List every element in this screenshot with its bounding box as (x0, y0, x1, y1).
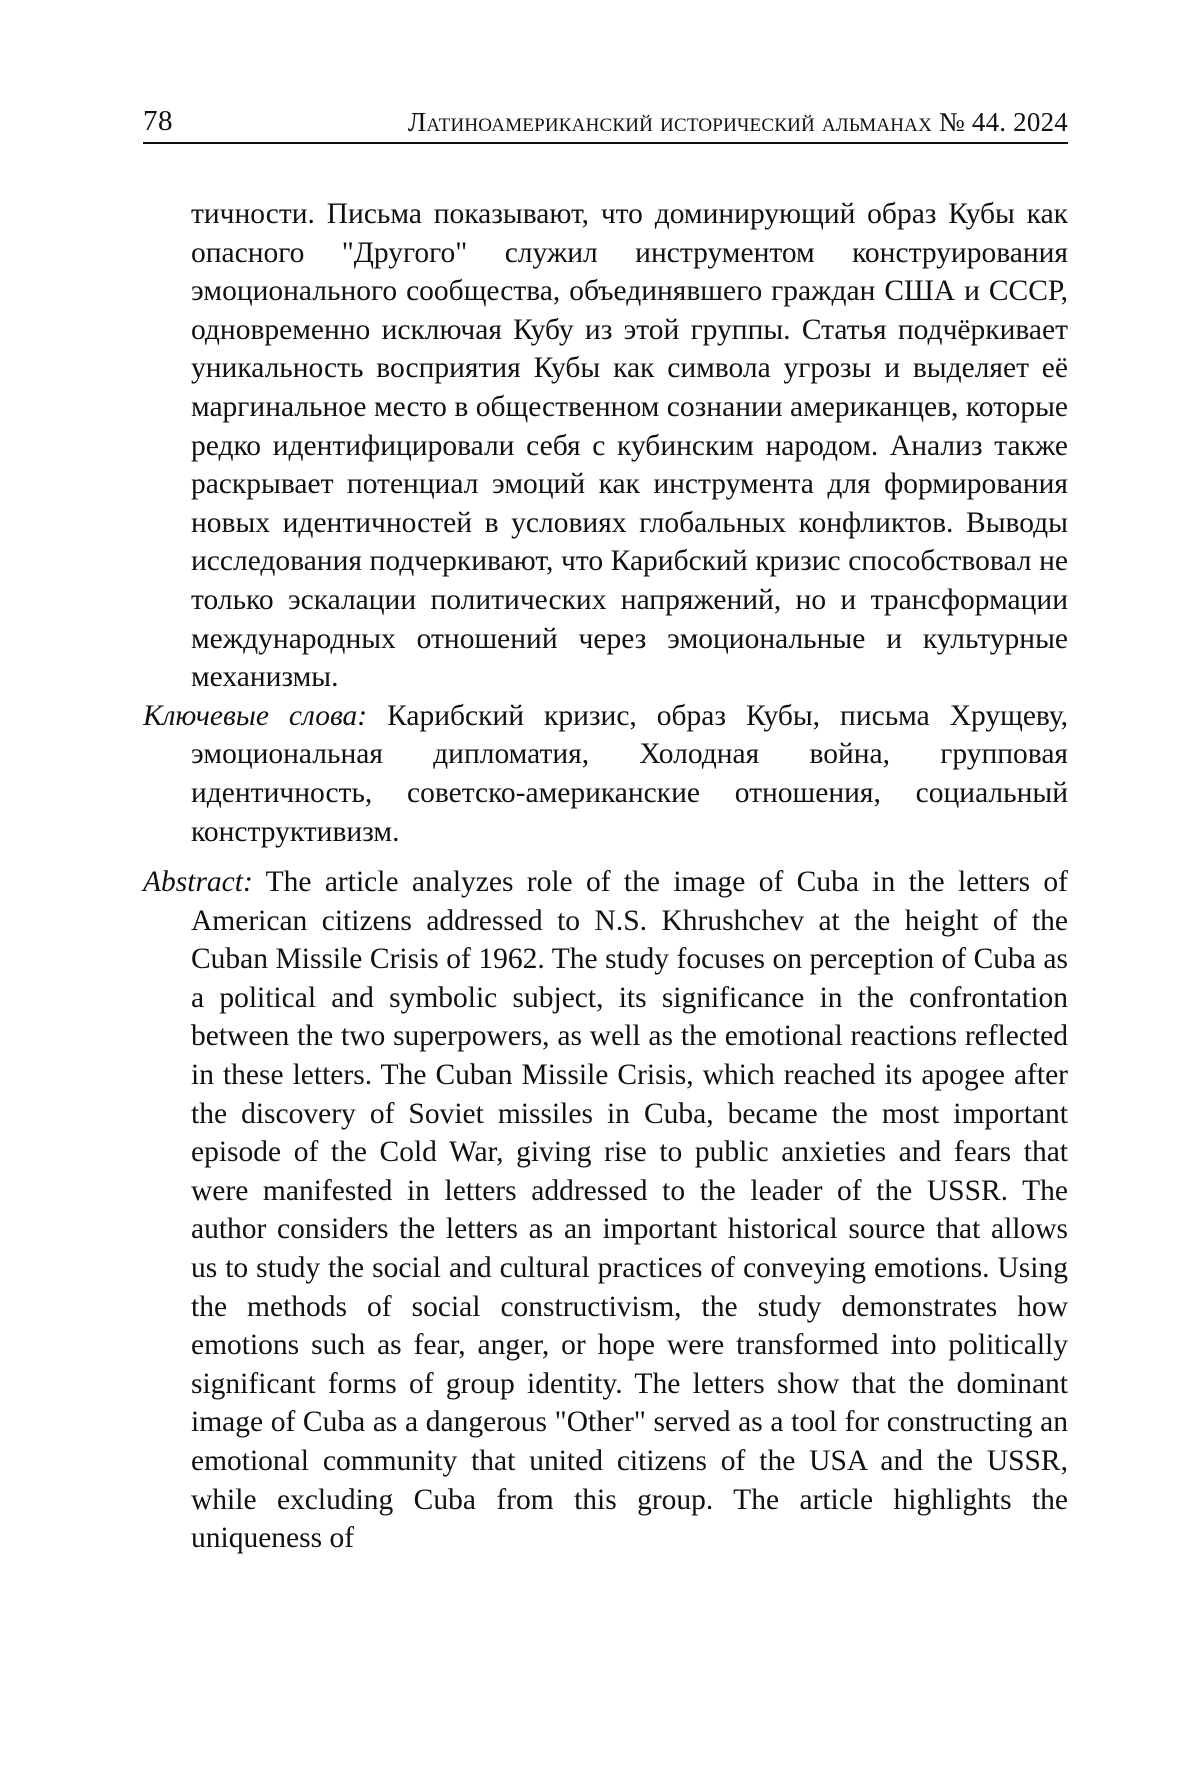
abstract-label: Abstract: (143, 866, 253, 899)
russian-abstract-continuation: тичности. Письма показывают, что доминирующий образ Кубы как опасного "Другого" служил инструментом конструирования эмоционального сообщества, объединявшего граждан США и СССР, одновременно исключая Кубу из этой группы. Статья подчёркивает уникальность восприятия Кубы как символа угрозы и выделяет её маргинальное место в общественном сознании американцев, которые редко идентифицировали себя с кубинским народом. Анализ также раскрывает потенциал эмоций как инструмента для формирования новых идентичностей в условиях глобальных конфликтов. Выводы исследования подчеркивают, что Карибский кризис способствовал не только эскалации политических напряжений, но и трансформации международных отношений через эмоциональные и культурные механизмы. (191, 198, 1068, 694)
english-abstract-paragraph (143, 863, 1068, 1558)
keywords-paragraph (143, 697, 1068, 851)
section-gap (143, 851, 1068, 863)
article-body (143, 195, 1068, 1558)
journal-title: Латиноамериканский исторический альманах № 44. 2024 (407, 107, 1068, 137)
abstract-text: The article analyzes role of the image of Cuba in the letters of American citizens addressed to N.S. Khrushchev at the height of the Cuban Missile Crisis of 1962. The study focuses on perception of Cuba as a political and symbolic subject, its significance in the confrontation between the two superpowers, as well as the emotional reactions reflected in these letters. The Cuban Missile Crisis, which reached its apogee after the discovery of Soviet missiles in Cuba, became the most important episode of the Cold War, giving rise to public anxieties and fears that were manifested in letters addressed to the leader of the USSR. The author considers the letters as an important historical source that allows us to study the social and cultural practices of conveying emotions. Using the methods of social constructivism, the study demonstrates how emotions such as fear, anger, or hope were transformed into politically significant forms of group identity. The letters show that the dominant image of Cuba as a dangerous "Other" served as a tool for constructing an emotional community that united citizens of the USA and the USSR, while excluding Cuba from this group. The article highlights the uniqueness of (191, 866, 1068, 1555)
page-number: 78 (143, 105, 173, 137)
keywords-label: Ключевые слова: (143, 699, 368, 732)
keywords-text: Карибский кризис, образ Кубы, письма Хрущеву, эмоциональная дипломатия, Холодная война, групповая идентичность, советско-американские отношения, социальный конструктивизм. (191, 699, 1069, 848)
running-header (143, 100, 1068, 144)
